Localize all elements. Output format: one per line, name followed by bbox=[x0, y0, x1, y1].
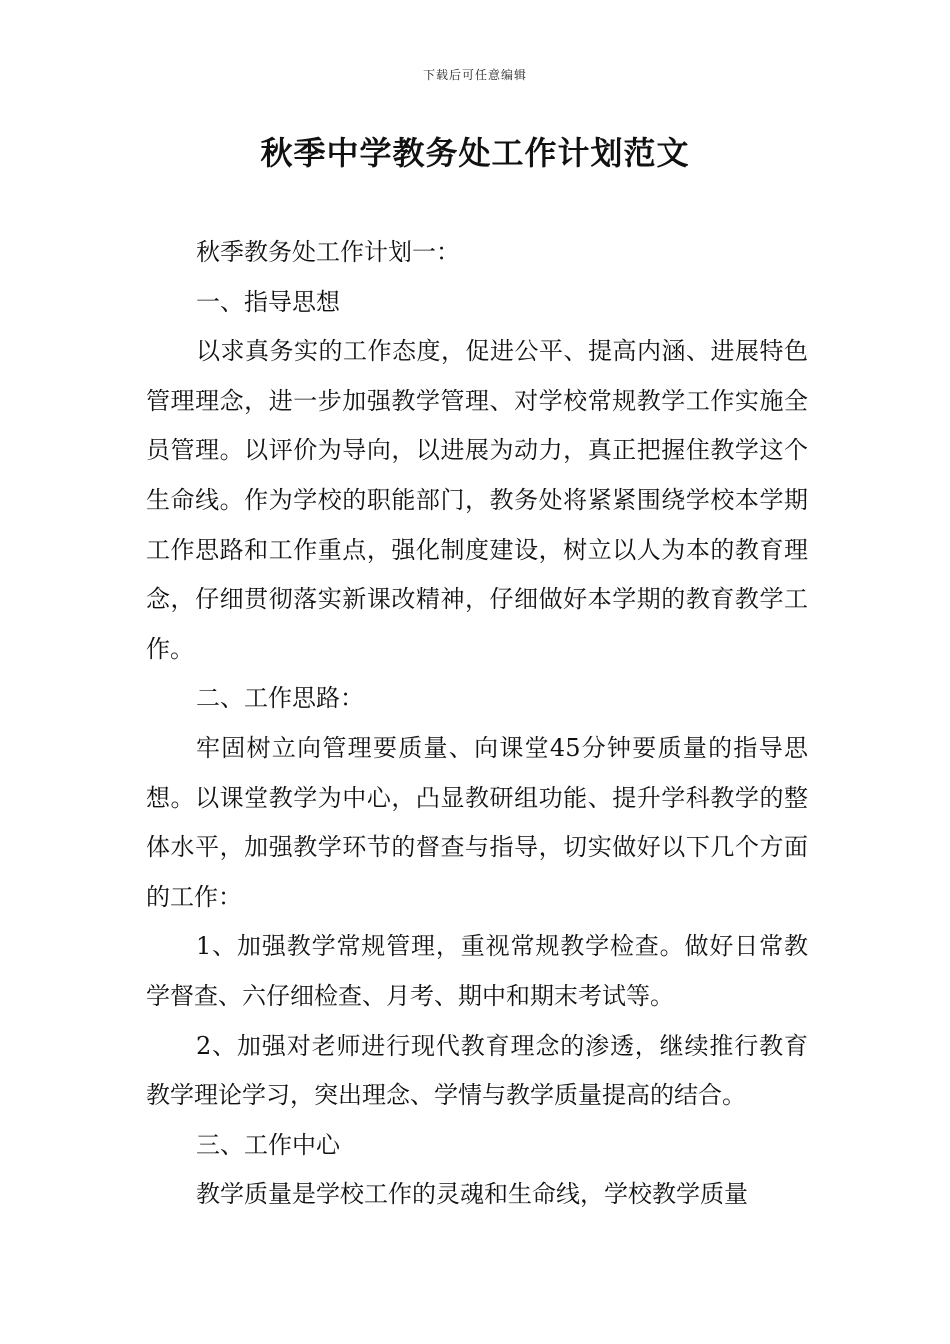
paragraph-section-1-heading: 一、指导思想 bbox=[196, 287, 340, 316]
document-body bbox=[146, 228, 808, 1220]
paragraph-section-3-body: 教学质量是学校工作的灵魂和生命线，学校教学质量 bbox=[196, 1180, 748, 1209]
paragraph-section-3-heading: 三、工作中心 bbox=[196, 1130, 340, 1159]
paragraph-item-2: 2、加强对老师进行现代教育理念的渗透，继续推行教育教学理论学习，突出理念、学情与教学质量提高的结合。 bbox=[146, 1031, 808, 1110]
header-note: 下载后可任意编辑 bbox=[422, 68, 527, 82]
paragraph-section-2-body: 牢固树立向管理要质量、向课堂45分钟要质量的指导思想。以课堂教学为中心，凸显教研组功能、提升学科教学的整体水平，加强教学环节的督查与指导，切实做好以下几个方面的工作： bbox=[146, 733, 808, 911]
paragraph-section-1-body: 以求真务实的工作态度，促进公平、提高内涵、进展特色管理理念，进一步加强教学管理、对学校常规教学工作实施全员管理。以评价为导向，以进展为动力，真正把握住教学这个生命线。作为学校的职能部门，教务处将紧紧围绕学校本学期工作思路和工作重点，强化制度建设，树立以人为本的教育理念，仔细贯彻落实新课改精神，仔细做好本学期的教育教学工作。 bbox=[146, 337, 808, 663]
paragraph-item-1: 1、加强教学常规管理，重视常规教学检查。做好日常教学督查、六仔细检查、月考、期中和期末考试等。 bbox=[146, 932, 808, 1010]
paragraph-section-2-heading: 二、工作思路： bbox=[196, 684, 364, 713]
document-title: 秋季中学教务处工作计划范文 bbox=[260, 134, 690, 172]
paragraph-plan-heading: 秋季教务处工作计划一： bbox=[196, 238, 460, 266]
